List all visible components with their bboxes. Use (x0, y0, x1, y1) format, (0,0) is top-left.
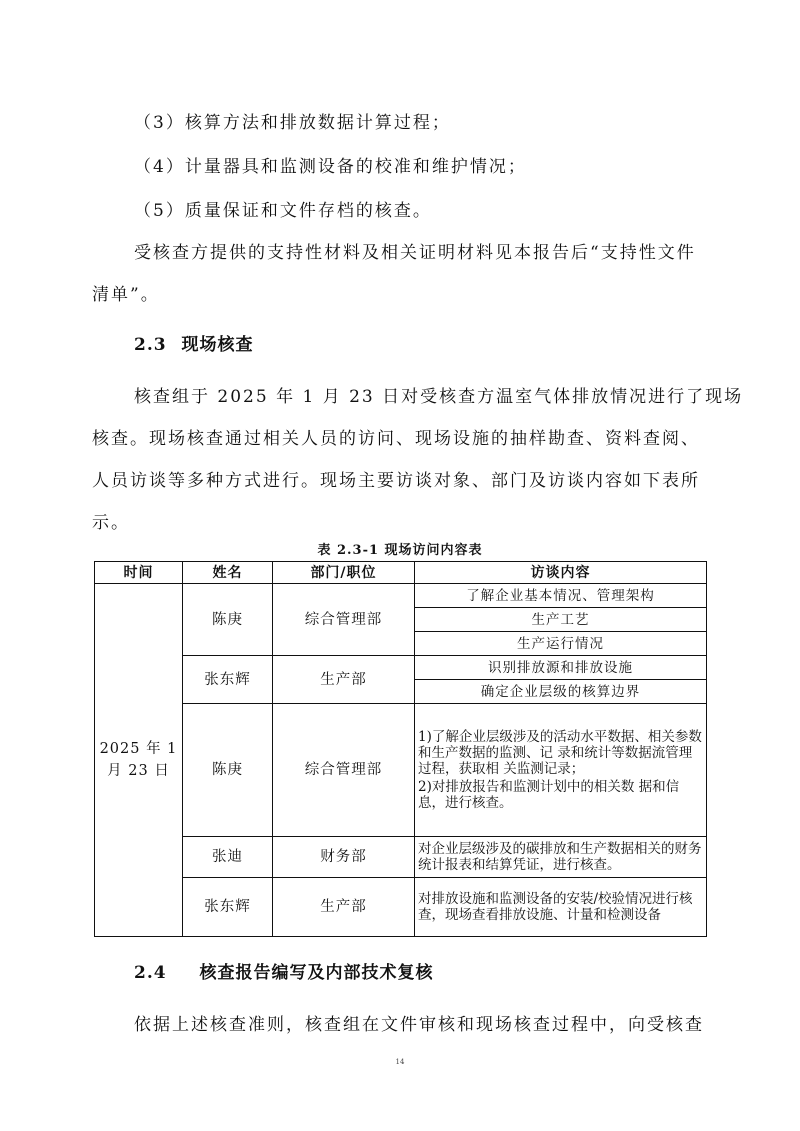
name-cell: 张东辉 (183, 878, 273, 937)
section-heading-2-3 (134, 330, 254, 355)
content-text: 2)对排放报告和监测计划中的相关数 据和信息，进行核查。 (418, 779, 680, 811)
content-text: 1)了解企业层级涉及的活动水平数据、相关参数和生产数据的监测、记 录和统计等数据流管理过程，获取相 关监测记录； (418, 729, 702, 777)
header-dept: 部门/职位 (273, 562, 415, 584)
paragraph-line: 人员访谈等多种方式进行。现场主要访谈对象、部门及访谈内容如下表所 (92, 471, 700, 491)
header-name: 姓名 (183, 562, 273, 584)
content-cell: 对排放设施和监测设备的安装/校验情况进行核查，现场查看排放设施、计量和检测设备 (415, 878, 707, 937)
dept-cell: 综合管理部 (273, 704, 415, 837)
content-cell: 对企业层级涉及的碳排放和生产数据相关的财务统计报表和结算凭证，进行核查。 (415, 837, 707, 878)
paragraph-line: 核查。现场核查通过相关人员的访问、现场设施的抽样勘查、资料查阅、 (92, 429, 700, 449)
paragraph-line: 依据上述核查准则，核查组在文件审核和现场核查过程中，向受核查 (134, 1015, 704, 1035)
content-cell: 确定企业层级的核算边界 (415, 680, 707, 704)
table-row (95, 584, 707, 608)
dept-cell: 生产部 (273, 656, 415, 704)
content-cell: 生产工艺 (415, 608, 707, 632)
table-row (95, 656, 707, 680)
paragraph-line: 示。 (92, 513, 130, 533)
table-row (95, 878, 707, 937)
paragraph-line: 受核查方提供的支持性材料及相关证明材料见本报告后“支持性文件 (134, 243, 696, 263)
header-time: 时间 (95, 562, 183, 584)
content-cell: 了解企业基本情况、管理架构 (415, 584, 707, 608)
list-item: （5）质量保证和文件存档的核查。 (134, 201, 432, 221)
section-title: 核查报告编写及内部技术复核 (199, 963, 434, 983)
paragraph-line: 核查组于 2025 年 1 月 23 日对受核查方温室气体排放情况进行了现场 (134, 387, 744, 407)
table-row (95, 704, 707, 837)
page-number: 14 (395, 1058, 405, 1066)
list-item: （3）核算方法和排放数据计算过程； (134, 113, 451, 133)
content-cell (415, 704, 707, 837)
date-cell: 2025 年 1 月 23 日 (95, 584, 183, 937)
name-cell: 陈庚 (183, 704, 273, 837)
dept-cell: 综合管理部 (273, 584, 415, 656)
table-header-row (95, 562, 707, 584)
section-number: 2.4 (134, 963, 167, 983)
table-caption: 表 2.3-1 现场访问内容表 (317, 543, 483, 558)
content-cell: 生产运行情况 (415, 632, 707, 656)
section-number: 2.3 (134, 335, 167, 355)
content-cell: 识别排放源和排放设施 (415, 656, 707, 680)
dept-cell: 生产部 (273, 878, 415, 937)
table-row (95, 837, 707, 878)
paragraph-line: 清单”。 (92, 285, 160, 305)
interview-table (94, 561, 707, 937)
name-cell: 张迪 (183, 837, 273, 878)
header-content: 访谈内容 (415, 562, 707, 584)
section-title: 现场核查 (181, 335, 254, 355)
dept-cell: 财务部 (273, 837, 415, 878)
name-cell: 张东辉 (183, 656, 273, 704)
name-cell: 陈庚 (183, 584, 273, 656)
section-heading-2-4 (134, 958, 434, 983)
list-item: （4）计量器具和监测设备的校准和维护情况； (134, 157, 527, 177)
